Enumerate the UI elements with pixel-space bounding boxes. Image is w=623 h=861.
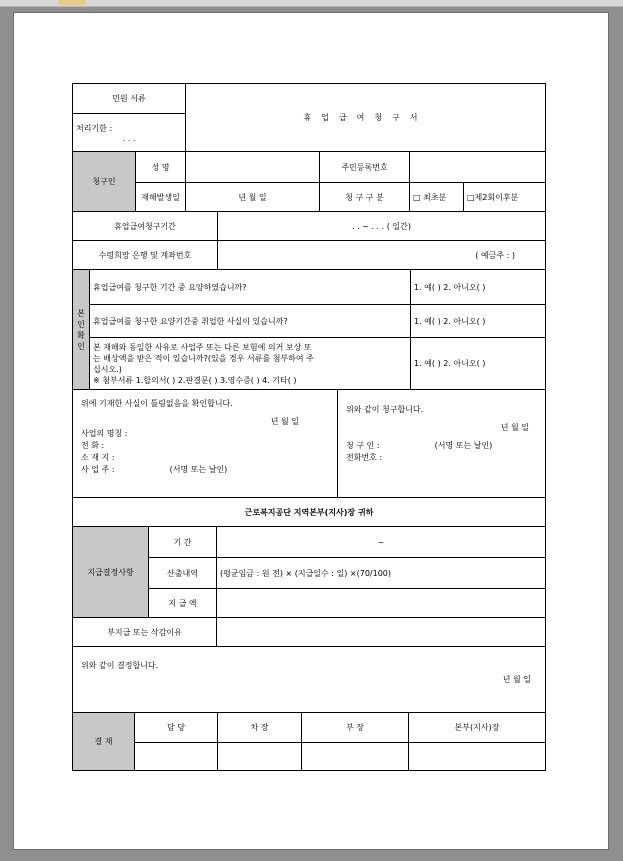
approval-sign-deputy[interactable]: [218, 743, 302, 771]
amount-field[interactable]: [217, 589, 546, 618]
name-label: 성 명: [136, 152, 186, 183]
claimant-table: [72, 151, 546, 212]
bank-label: 수령희망 은행 및 계좌번호: [73, 241, 218, 270]
calc-field[interactable]: (평균임금 : 원 전) × (지급일수 : 일) ×(70/100): [217, 558, 546, 589]
deadline-cell: [73, 114, 186, 152]
window-top-bar: [0, 0, 623, 7]
deadline-dots: . . .: [122, 133, 136, 143]
document-page: [13, 12, 609, 850]
decided-date: 년 월 일: [502, 675, 531, 684]
approval-col-staff: 담 당: [135, 713, 218, 743]
amount-label: 지 급 액: [149, 589, 217, 618]
calc-label: 산출내역: [149, 558, 217, 589]
rrn-field[interactable]: [410, 152, 546, 183]
decided-text: 위와 같이 결정합니다.: [81, 661, 159, 670]
period-bank-table: [72, 211, 546, 270]
employer-confirm-text: 위에 기재한 사실이 틀림없음을 확인합니다.: [81, 399, 233, 408]
answer-1[interactable]: 1. 예( ) 2. 아니오( ): [411, 270, 546, 305]
decision-period-label: 기 간: [149, 527, 217, 558]
claim-type-label: 청 구 구 분: [320, 183, 410, 212]
claimant-sign-row: [346, 440, 537, 452]
bank-field[interactable]: ( 예금주 : ): [218, 241, 546, 270]
approval-table: [72, 712, 546, 771]
employer-confirmation: [73, 390, 338, 498]
self-check-label-text: 본인확인: [77, 308, 85, 351]
question-3-line-1: 본 재해와 동일한 사유로 사업주 또는 다른 보험에 의거 보상 또: [93, 342, 312, 352]
business-phone-label: 전 화 :: [81, 441, 105, 450]
header-table: [72, 83, 546, 152]
employer-row: [81, 464, 329, 476]
rrn-label: 주민등록번호: [320, 152, 410, 183]
question-3-line-2: 는 배상액을 받은 적이 있습니까?(있을 경우 서류를 첨부하여 주: [93, 353, 314, 363]
repeat-claim-checkbox[interactable]: □제2회이후분: [464, 183, 546, 212]
claim-form: [72, 83, 546, 771]
period-label: 휴업급여청구기간: [73, 212, 218, 241]
approval-col-head: 본부(지사)장: [409, 713, 546, 743]
employer-sign: (서명 또는 날인): [169, 465, 228, 474]
approval-sign-manager[interactable]: [302, 743, 409, 771]
approval-label: 결 재: [73, 713, 135, 771]
name-field[interactable]: [186, 152, 320, 183]
approval-col-deputy: 차 장: [218, 713, 302, 743]
claim-confirm-date: 년 월 일: [500, 423, 529, 432]
claimant-sign-label: 청 구 인 :: [346, 441, 380, 450]
confirmation-table: [72, 389, 546, 527]
decision-period-field[interactable]: ~: [217, 527, 546, 558]
question-2: 휴업급여를 청구한 요양기간중 취업한 사실이 있습니까?: [90, 305, 411, 338]
claimant-sign: (서명 또는 날인): [434, 441, 493, 450]
reduce-reason-field[interactable]: [217, 618, 546, 647]
claimant-confirmation: [338, 390, 546, 498]
first-claim-checkbox[interactable]: □ 최초분: [410, 183, 464, 212]
self-check-label: [73, 270, 90, 390]
employer-confirm-date: 년 월 일: [270, 417, 299, 426]
approval-col-manager: 부 장: [302, 713, 409, 743]
addressee: 근로복지공단 지역본부(지사)장 귀하: [73, 498, 546, 527]
question-1: 휴업급여를 청구한 기간 중 요양하였습니까?: [90, 270, 411, 305]
approval-sign-staff[interactable]: [135, 743, 218, 771]
question-3: [90, 338, 411, 390]
decision-statement: [73, 647, 546, 713]
window-tab-marker: [58, 0, 86, 5]
approval-sign-head[interactable]: [409, 743, 546, 771]
answer-3[interactable]: 1. 예( ) 2. 아니오( ): [411, 338, 546, 390]
accident-date-field[interactable]: 년 월 일: [186, 183, 320, 212]
business-address-label: 소 재 지 :: [81, 453, 115, 462]
deadline-label: 처리기한 :: [76, 123, 113, 133]
question-3-line-3: 십시오.): [93, 364, 122, 374]
doc-type-label: 민원 서류: [73, 84, 186, 114]
reduce-reason-label: 부지급 또는 삭감이유: [73, 618, 217, 647]
claimant-phone-label: 전화번호 :: [346, 453, 383, 462]
reduce-reason-table: [72, 617, 546, 713]
claim-confirm-text: 위와 같이 청구합니다.: [346, 405, 424, 414]
question-3-attachments: ※ 첨부서류 1.합의서( ) 2.판결문( ) 3.영수증( ) 4. 기타( ): [93, 375, 297, 385]
decision-section-label: 지급결정사항: [73, 527, 149, 618]
period-field[interactable]: . . ~ . . . ( 일간): [218, 212, 546, 241]
employer-label: 사 업 주 :: [81, 465, 115, 474]
accident-date-label: 재해발생일: [136, 183, 186, 212]
self-check-table: [72, 269, 546, 390]
claimant-section-label: 청구인: [73, 152, 136, 212]
form-title: 휴업급여청구서: [186, 84, 546, 152]
answer-2[interactable]: 1. 예( ) 2. 아니오( ): [411, 305, 546, 338]
business-name-label: 사업의 명칭 :: [81, 429, 128, 438]
decision-table: [72, 526, 546, 618]
